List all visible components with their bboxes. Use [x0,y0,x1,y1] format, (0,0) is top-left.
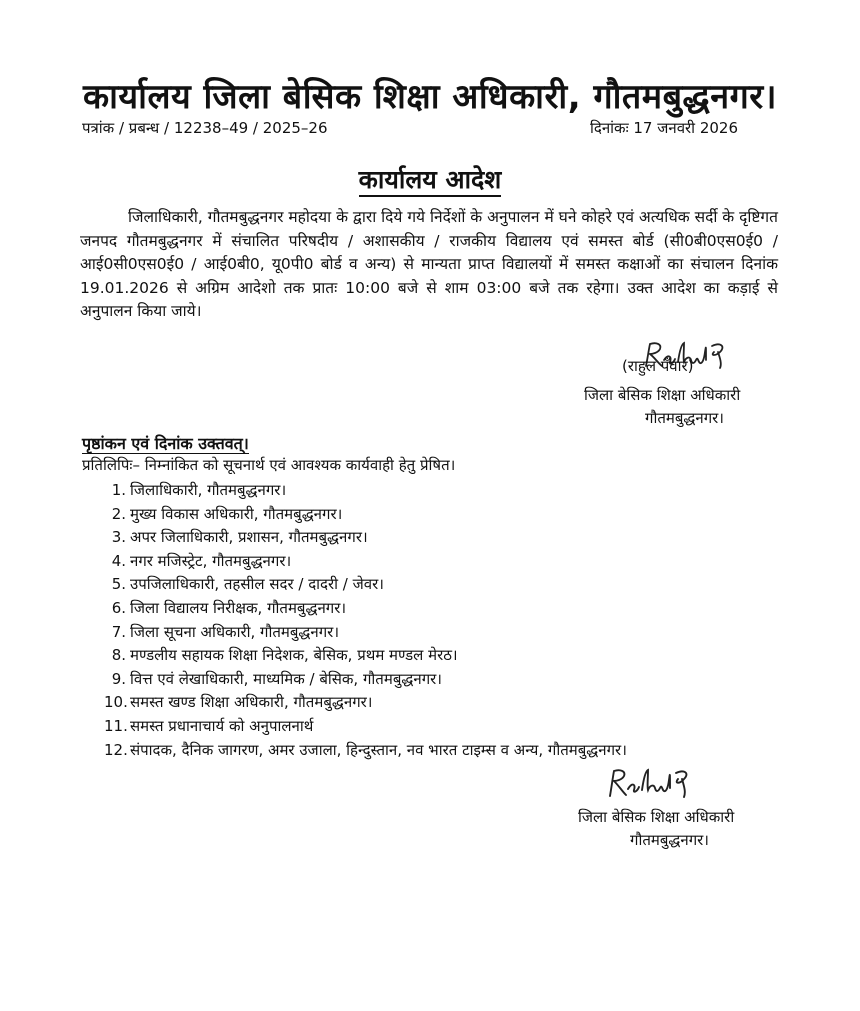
officer-place: गौतमबुद्धनगर। [645,409,724,427]
list-item: 1. जिलाधिकारी, गौतमबुद्धनगर। [111,481,287,499]
order-title: कार्यालय आदेश [359,165,502,197]
letter-date: दिनांकः 17 जनवरी 2026 [590,119,738,137]
list-item: 7. जिला सूचना अधिकारी, गौतमबुद्धनगर। [111,622,340,641]
list-item: 5. उपजिलाधिकारी, तहसील सदर / दादरी / जेवर। [111,575,384,594]
letter-number: पत्रांक / प्रबन्ध / 12238–49 / 2025–26 [82,119,328,137]
endorsement-heading: पृष्ठांकन एवं दिनांक उक्तवत्। [82,434,249,453]
list-item: 3. अपर जिलाधिकारी, प्रशासन, गौतमबुद्धनगर। [111,528,368,547]
signature-2 [604,764,714,802]
footer-place: गौतमबुद्धनगर। [630,831,709,849]
order-body: जिलाधिकारी, गौतमबुद्धनगर महोदया के द्वारा दिये गये निर्देशों के अनुपालन में घने कोहरे एवं अत्यधिक सर्दी के दृष्टिगत जनपद गौतमबुद्धनगर में संचालित परिषदीय / अशासकीय / राजकीय विद्यालय एवं समस्त बोर्ड (सी0बी0एस0ई0 / आई0सी0एस0ई0 / आई0बी0, यू0पी0 बोर्ड व अन्य) से मान्यता प्राप्त विद्यालयों में समस्त कक्षाओं का संचालन दिनांक 19.01.2026 से अग्रिम आदेशो तक प्रातः 10:00 बजे से शाम 03:00 बजे तक रहेगा। उक्त आदेश का कड़ाई से अनुपालन किया जाये। [80,208,778,320]
recipient-list [104,479,627,762]
list-item: 12. संपादक, दैनिक जागरण, अमर उजाला, हिन्दुस्तान, नव भारत टाइम्स व अन्य, गौतमबुद्धनगर। [104,740,627,759]
officer-name: (राहुल पँवार) [622,357,694,375]
endorsement-heading-wrap [82,432,249,454]
officer-designation: जिला बेसिक शिक्षा अधिकारी [584,386,741,404]
order-title-wrap [0,162,860,196]
list-item: 9. वित्त एवं लेखाधिकारी, माध्यमिक / बेसिक, गौतमबुद्धनगर। [111,669,442,688]
list-item: 8. मण्डलीय सहायक शिक्षा निदेशक, बेसिक, प्रथम मण्डल मेरठ। [111,646,458,665]
list-item: 2. मुख्य विकास अधिकारी, गौतमबुद्धनगर। [111,504,343,523]
footer-designation: जिला बेसिक शिक्षा अधिकारी [578,808,735,826]
list-item: 10. समस्त खण्ड शिक्षा अधिकारी, गौतमबुद्धनगर। [104,693,373,712]
list-item: 11. समस्त प्रधानाचार्य को अनुपालनार्थ [104,716,314,735]
list-item: 4. नगर मजिस्ट्रेट, गौतमबुद्धनगर। [111,551,292,570]
list-item: 6. जिला विद्यालय निरीक्षक, गौतमबुद्धनगर। [111,598,347,617]
copy-line: प्रतिलिपिः– निम्नांकित को सूचनार्थ एवं आवश्यक कार्यवाही हेतु प्रेषित। [82,456,456,474]
office-title: कार्यालय जिला बेसिक शिक्षा अधिकारी, गौतमबुद्धनगर। [83,77,777,117]
